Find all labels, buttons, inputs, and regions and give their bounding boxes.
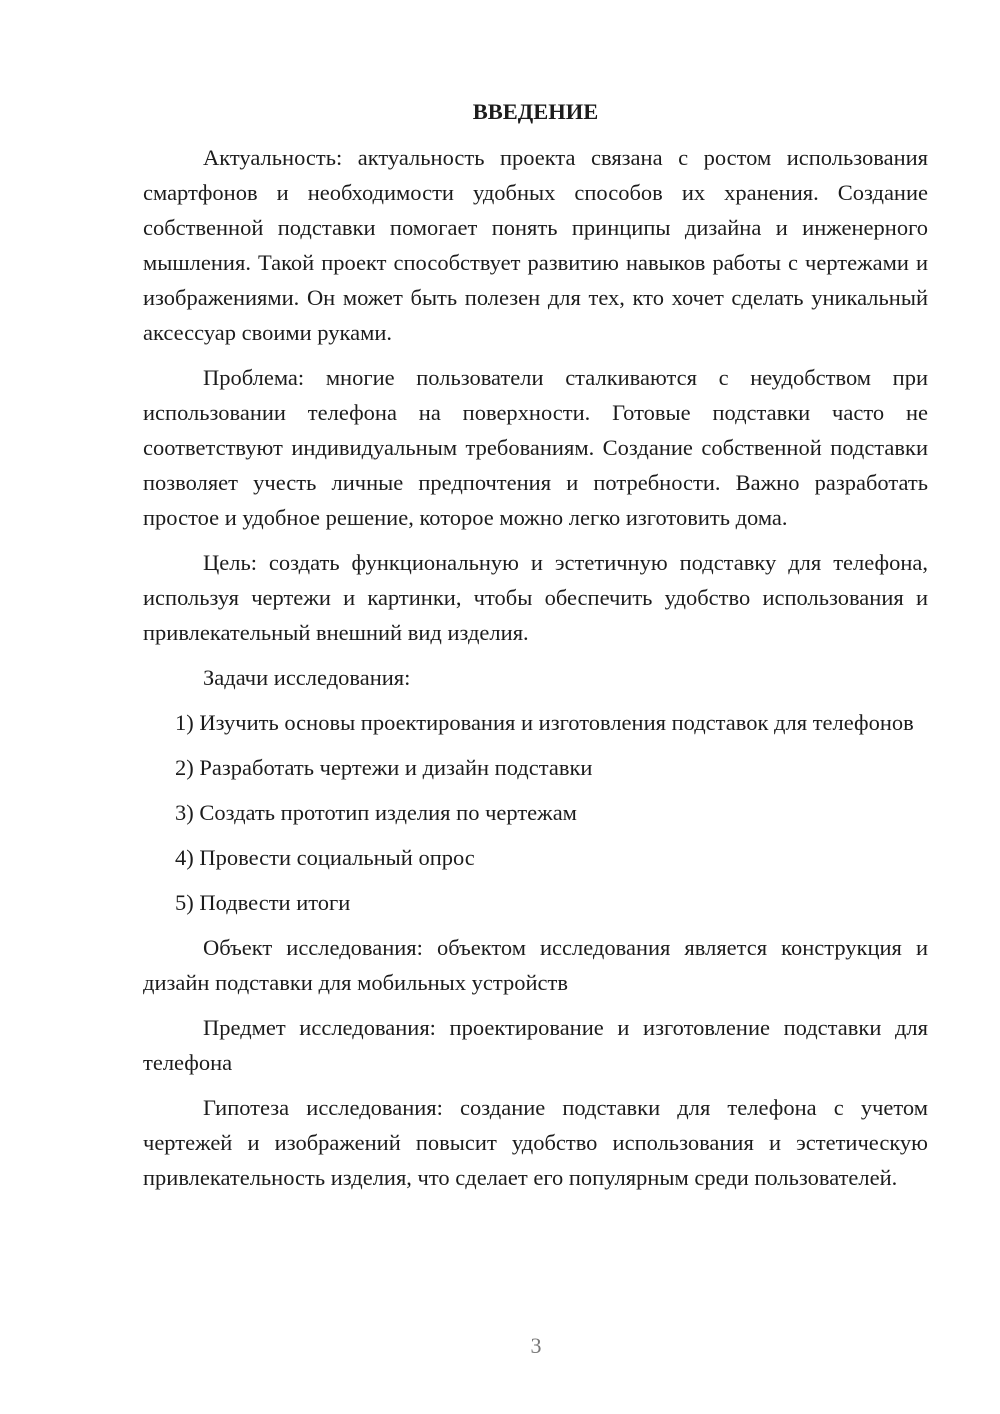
paragraph-subject: Предмет исследования: проектирование и изготовление подставки для телефона <box>143 1015 928 1075</box>
task-item-3: 3) Создать прототип изделия по чертежам <box>175 800 577 825</box>
task-item-1: 1) Изучить основы проектирования и изготовления подставок для телефонов <box>175 710 914 735</box>
page-number: 3 <box>530 1333 542 1358</box>
task-item-4: 4) Провести социальный опрос <box>175 845 475 870</box>
task-item-2: 2) Разработать чертежи и дизайн подставки <box>175 755 593 780</box>
paragraph-relevance: Актуальность: актуальность проекта связана с ростом использования смартфонов и необходимости удобных способов их хранения. Создание собственной подставки помогает понять принципы дизайна и инженерного мышления. Такой проект способствует развитию навыков работы с чертежами и изображениями. Он может быть полезен для тех, кто хочет сделать уникальный аксессуар своими руками. <box>143 145 928 345</box>
tasks-heading: Задачи исследования: <box>203 665 411 690</box>
paragraph-hypothesis: Гипотеза исследования: создание подставки для телефона с учетом чертежей и изображений повысит удобство использования и эстетическую привлекательность изделия, что сделает его популярным среди пользователей. <box>143 1095 928 1190</box>
paragraph-goal: Цель: создать функциональную и эстетичную подставку для телефона, используя чертежи и картинки, чтобы обеспечить удобство использования и привлекательный внешний вид изделия. <box>143 550 928 645</box>
page-title: ВВЕДЕНИЕ <box>472 99 599 124</box>
paragraph-object: Объект исследования: объектом исследования является конструкция и дизайн подставки для мобильных устройств <box>143 935 928 995</box>
paragraph-problem: Проблема: многие пользователи сталкиваются с неудобством при использовании телефона на поверхности. Готовые подставки часто не соответствуют индивидуальным требованиям. Создание собственной подставки позволяет учесть личные предпочтения и потребности. Важно разработать простое и удобное решение, которое можно легко изготовить дома. <box>143 365 928 530</box>
page-content <box>143 94 928 1205</box>
task-item-5: 5) Подвести итоги <box>175 890 351 915</box>
